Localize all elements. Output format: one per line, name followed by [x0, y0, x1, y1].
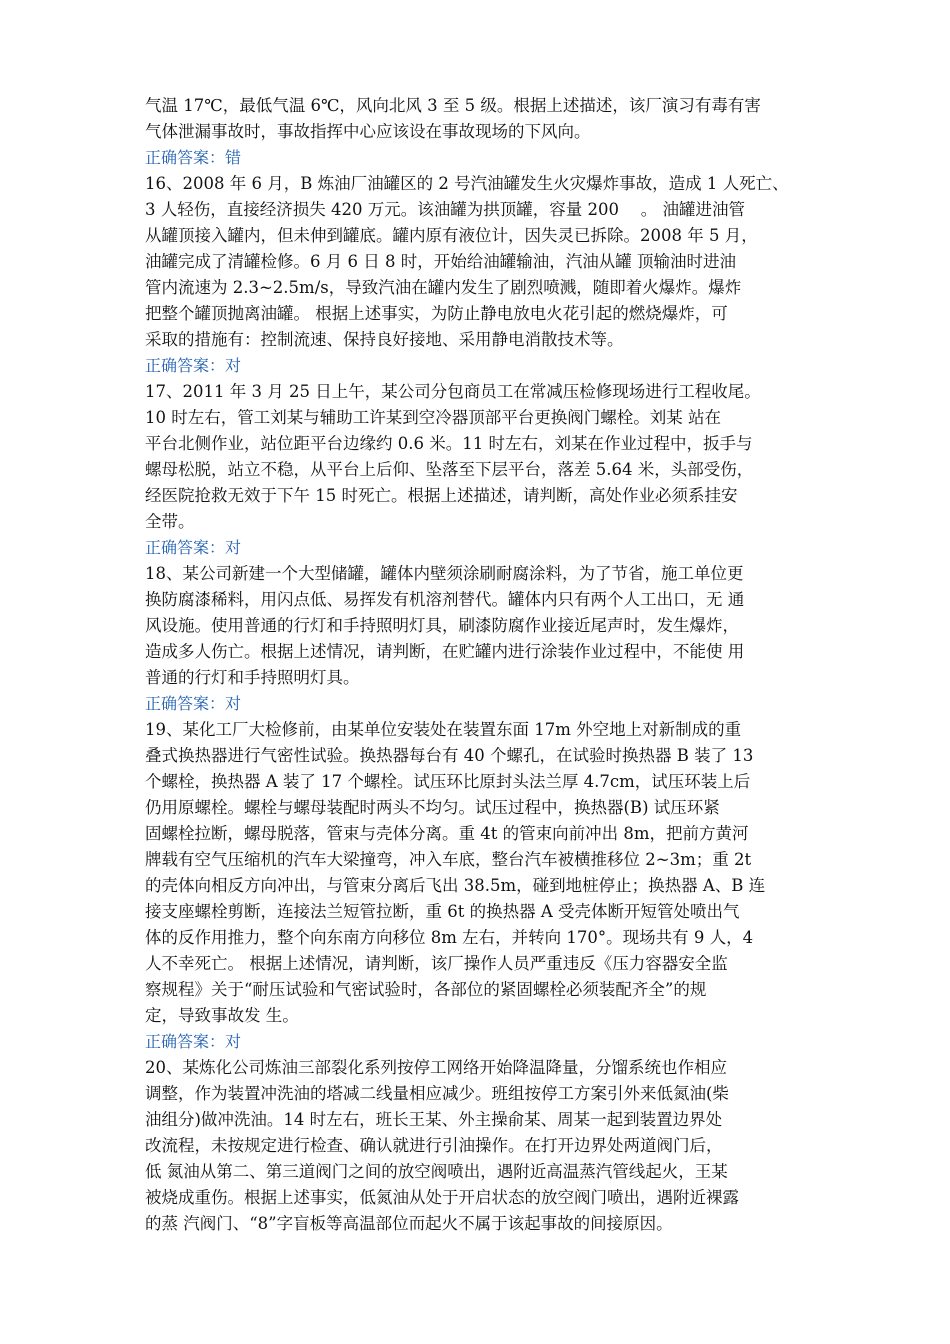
text-line: 人不幸死亡。 根据上述情况，请判断，该厂操作人员严重违反《压力容器安全监	[145, 954, 728, 973]
text-line: 仍用原螺栓。螺栓与螺母装配时两头不均匀。试压过程中，换热器(B) 试压环紧	[145, 798, 720, 817]
text-line: 20、某炼化公司炼油三部裂化系列按停工网络开始降温降量，分馏系统也作相应	[145, 1058, 727, 1077]
question-paragraph	[145, 1055, 813, 1237]
text-line: 风设施。使用普通的行灯和手持照明灯具，刷漆防腐作业接近尾声时，发生爆炸，	[145, 616, 739, 635]
question-paragraph	[145, 93, 813, 145]
text-line: 体的反作用推力，整个向东南方向移位 8m 左右，并转向 170°。现场共有 9 人，4	[145, 928, 754, 947]
question-paragraph	[145, 379, 813, 535]
text-line: 管内流速为 2.3~2.5m/s，导致汽油在罐内发生了剧烈喷溅，随即着火爆炸。爆炸	[145, 278, 742, 297]
text-line: 普通的行灯和手持照明灯具。	[145, 668, 360, 687]
text-line: 螺母松脱，站立不稳，从平台上后仰、坠落至下层平台，落差 5.64 米，头部受伤，	[145, 460, 754, 479]
text-line: 造成多人伤亡。根据上述情况，请判断，在贮罐内进行涂装作业过程中，不能使 用	[145, 642, 745, 661]
correct-answer: 正确答案：对	[145, 694, 242, 713]
text-line: 经医院抢救无效于下午 15 时死亡。根据上述描述，请判断，高处作业必须系挂安	[145, 486, 738, 505]
text-line: 的蒸 汽阀门、“8”字盲板等高温部位而起火不属于该起事故的间接原因。	[145, 1214, 673, 1233]
correct-answer: 正确答案：对	[145, 538, 242, 557]
question-paragraph	[145, 561, 813, 691]
text-line: 16、2008 年 6 月，B 炼油厂油罐区的 2 号汽油罐发生火灾爆炸事故，造成 1 人死亡、	[145, 174, 789, 193]
text-line: 17、2011 年 3 月 25 日上午，某公司分包商员工在常减压检修现场进行工程收尾。	[145, 382, 761, 401]
text-line: 的壳体向相反方向冲出，与管束分离后飞出 38.5m，碰到地桩停止；换热器 A、B 连	[145, 876, 766, 895]
text-line: 把整个罐顶抛离油罐。 根据上述事实，为防止静电放电火花引起的燃烧爆炸，可	[145, 304, 728, 323]
text-line: 采取的措施有：控制流速、保持良好接地、采用静电消散技术等。	[145, 330, 624, 349]
text-line: 10 时左右，管工刘某与辅助工许某到空冷器顶部平台更换阀门螺栓。刘某 站在	[145, 408, 721, 427]
text-line: 19、某化工厂大检修前，由某单位安装处在装置东面 17m 外空地上对新制成的重	[145, 720, 742, 739]
text-line: 换防腐漆稀料，用闪点低、易挥发有机溶剂替代。罐体内只有两个人工出口，无 通	[145, 590, 745, 609]
correct-answer: 正确答案：错	[145, 148, 242, 167]
text-line: 3 人轻伤，直接经济损失 420 万元。该油罐为拱顶罐，容量 200 。 油罐进油管	[145, 200, 745, 219]
text-line: 气温 17℃，最低气温 6℃，风向北风 3 至 5 级。根据上述描述，该厂演习有毒有害	[145, 96, 761, 115]
text-line: 低 氮油从第二、第三道阀门之间的放空阀喷出，遇附近高温蒸汽管线起火，王某	[145, 1162, 728, 1181]
text-line: 牌载有空气压缩机的汽车大梁撞弯，冲入车底，整台汽车被横推移位 2~3m；重 2t	[145, 850, 752, 869]
text-line: 察规程》关于“耐压试验和气密试验时，各部位的紧固螺栓必须装配齐全”的规	[145, 980, 707, 999]
text-line: 18、某公司新建一个大型储罐，罐体内壁须涂刷耐腐涂料，为了节省，施工单位更	[145, 564, 744, 583]
text-line: 改流程，未按规定进行检查、确认就进行引油操作。在打开边界处两道阀门后，	[145, 1136, 723, 1155]
text-line: 从罐顶接入罐内，但未伸到罐底。罐内原有液位计，因失灵已拆除。2008 年 5 月，	[145, 226, 758, 245]
text-line: 油组分)做冲洗油。14 时左右，班长王某、外主操俞某、周某一起到装置边界处	[145, 1110, 723, 1129]
question-paragraph	[145, 717, 813, 1029]
text-line: 平台北侧作业，站位距平台边缘约 0.6 米。11 时左右，刘某在作业过程中，扳手与	[145, 434, 753, 453]
text-line: 个螺栓，换热器 A 装了 17 个螺栓。试压环比原封头法兰厚 4.7cm，试压环装上后	[145, 772, 751, 791]
text-line: 固螺栓拉断，螺母脱落，管束与壳体分离。重 4t 的管束向前冲出 8m，把前方黄河	[145, 824, 749, 843]
correct-answer: 正确答案：对	[145, 356, 242, 375]
document-page	[145, 93, 813, 1237]
text-line: 叠式换热器进行气密性试验。换热器每台有 40 个螺孔，在试验时换热器 B 装了 13	[145, 746, 754, 765]
text-line: 气体泄漏事故时，事故指挥中心应该设在事故现场的下风向。	[145, 122, 591, 141]
text-line: 调整，作为装置冲洗油的塔减二线量相应减少。班组按停工方案引外来低氮油(柴	[145, 1084, 729, 1103]
question-paragraph	[145, 171, 813, 353]
text-line: 全带。	[145, 512, 195, 531]
text-line: 被烧成重伤。根据上述事实，低氮油从处于开启状态的放空阀门喷出，遇附近裸露	[145, 1188, 739, 1207]
text-line: 定，导致事故发 生。	[145, 1006, 299, 1025]
correct-answer: 正确答案：对	[145, 1032, 242, 1051]
text-line: 油罐完成了清罐检修。6 月 6 日 8 时，开始给油罐输油，汽油从罐 顶输油时进油	[145, 252, 736, 271]
text-line: 接支座螺栓剪断，连接法兰短管拉断，重 6t 的换热器 A 受壳体断开短管处喷出气	[145, 902, 740, 921]
